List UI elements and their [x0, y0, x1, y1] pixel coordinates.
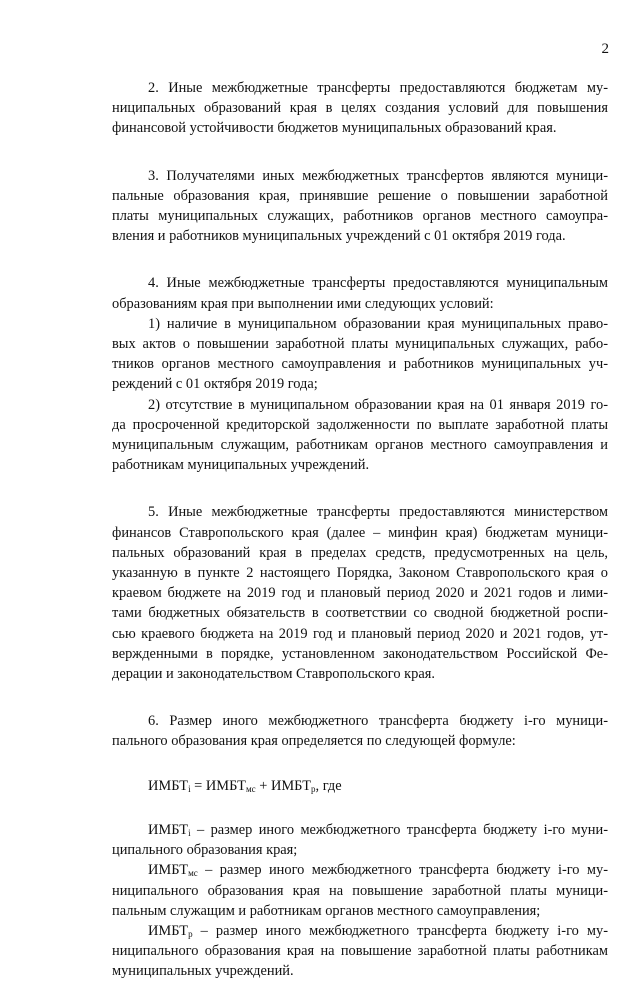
formula: [148, 776, 608, 796]
definition-term-sub: мс: [188, 868, 198, 879]
formula-term-1: ИМБТ: [205, 777, 246, 794]
paragraph-2: [112, 78, 608, 139]
text-line: ципального образования края;: [112, 842, 298, 859]
text-line: вых актов о повышении заработной платы муниципальных служащих, рабо-: [112, 336, 608, 353]
paragraph-4-item-1: [112, 314, 608, 395]
text-line: работникам муниципальных учреждений.: [112, 457, 370, 474]
text-line: платы муниципальных служащих, работников органов местного самоупра-: [112, 208, 608, 225]
text-line: тами бюджетных обязательств в соответствии со сводной бюджетной роспи-: [112, 605, 608, 622]
definition-text: – размер иного межбюджетного трансферта бюджету i-го му-: [192, 922, 608, 939]
text-line: муниципальных учреждений.: [112, 963, 294, 980]
document-body: [112, 78, 608, 982]
text-line: да просроченной кредиторской задолженности по выплате заработной платы: [112, 416, 608, 433]
paragraph-6: [112, 711, 608, 751]
text-line: тников органов местного самоуправления и работников муниципальных уч-: [112, 356, 608, 373]
definition-text: – размер иного межбюджетного трансферта бюджету i-го муни-: [190, 821, 608, 838]
text-line: [112, 820, 608, 840]
formula-eq: =: [190, 777, 206, 794]
text-line: 1) наличие в муниципальном образовании края муниципальных право-: [148, 315, 608, 332]
text-line: 3. Получателями иных межбюджетных трансфертов являются муници-: [148, 167, 608, 184]
text-line: 4. Иные межбюджетные трансферты предоставляются муниципальным: [148, 275, 608, 292]
definition-text: – размер иного межбюджетного трансферта бюджету i-го му-: [197, 862, 608, 879]
text-line: указанную в пункте 2 настоящего Порядка, Законом Ставропольского края о: [112, 565, 608, 582]
definition-3: [112, 921, 608, 982]
text-line: 5. Иные межбюджетные трансферты предоставляются министерством: [148, 504, 608, 521]
text-line: вержденными в порядке, установленном законодательством Российской Фе-: [112, 645, 608, 662]
text-line: пальным служащим и работникам органов местного самоуправления;: [112, 902, 541, 919]
paragraph-3: [112, 166, 608, 247]
definition-term: ИМБТ: [148, 821, 189, 838]
paragraph-5: [112, 502, 608, 684]
definition-term: ИМБТ: [148, 862, 189, 879]
paragraph-4-item-2: [112, 395, 608, 476]
text-line: муниципальным служащим, работникам органов местного самоуправления и: [112, 437, 608, 454]
text-line: [112, 860, 608, 880]
definition-2: [112, 860, 608, 921]
text-line: 6. Размер иного межбюджетного трансферта бюджету i-го муници-: [148, 713, 608, 730]
formula-lhs-sub: i: [188, 783, 191, 794]
text-line: пальные образования края, принявшие решение о повышении заработной: [112, 187, 608, 204]
text-line: реждений с 01 октября 2019 года;: [112, 376, 318, 393]
formula-tail: , где: [315, 777, 342, 794]
paragraph-4: [112, 273, 608, 313]
text-line: ниципального образования края на повышение заработной платы муници-: [112, 882, 608, 899]
text-line: 2. Иные межбюджетные трансферты предоставляются бюджетам му-: [148, 80, 608, 96]
definition-term: ИМБТ: [148, 922, 189, 939]
text-line: дерации и законодательством Ставропольского края.: [112, 666, 435, 683]
text-line: финансовой устойчивости бюджетов муниципальных образований края.: [112, 120, 557, 137]
text-line: [112, 921, 608, 941]
formula-term-2-sub: р: [311, 783, 316, 794]
text-line: вления и работников муниципальных учреждений с 01 октября 2019 года.: [112, 228, 566, 245]
formula-term-1-sub: мс: [245, 783, 256, 794]
text-line: финансов Ставропольского края (далее – минфин края) бюджетам муници-: [112, 524, 608, 541]
formula-term-2: ИМБТ: [270, 777, 312, 794]
definition-term-sub: р: [188, 928, 193, 939]
text-line: пального образования края определяется по следующей формуле:: [112, 733, 516, 750]
text-line: ниципального образования края на повышение заработной платы работникам: [112, 943, 608, 960]
text-line: пальных образований края в пределах средств, предусмотренных на цель,: [112, 544, 608, 561]
formula-lhs: ИМБТ: [148, 777, 189, 794]
text-line: 2) отсутствие в муниципальном образовании края на 01 января 2019 го-: [148, 396, 608, 413]
definition-1: [112, 820, 608, 860]
text-line: краевом бюджете на 2019 год и плановый период 2020 и 2021 годов и лими-: [112, 585, 608, 602]
formula-plus: +: [255, 777, 271, 794]
definition-term-sub: i: [188, 827, 191, 838]
text-line: сью краевого бюджета на 2019 год и плановый период 2020 и 2021 годов, ут-: [112, 625, 608, 642]
text-line: образованиям края при выполнении ими следующих условий:: [112, 295, 494, 312]
page-number: 2: [601, 41, 609, 57]
text-line: ниципальных образований края в целях создания условий для повышения: [112, 100, 608, 117]
